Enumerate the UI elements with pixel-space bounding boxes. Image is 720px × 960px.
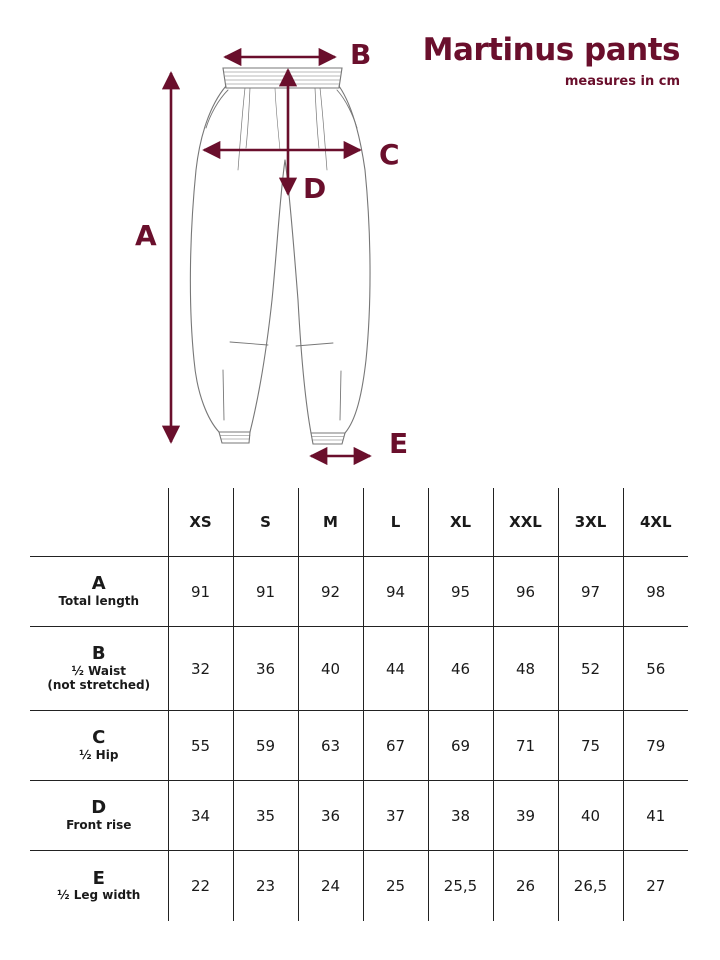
label-e: E — [389, 427, 409, 460]
row-header — [30, 627, 168, 711]
size-header-row — [30, 488, 688, 557]
row-header — [30, 557, 168, 627]
size-header: M — [298, 488, 363, 557]
table-row — [30, 711, 688, 781]
table-row — [30, 627, 688, 711]
size-header: L — [363, 488, 428, 557]
table-cell: 41 — [623, 781, 688, 851]
row-label: ½ Waist — [71, 664, 126, 679]
table-cell: 52 — [558, 627, 623, 711]
size-header: XL — [428, 488, 493, 557]
table-cell: 23 — [233, 851, 298, 921]
row-label: ½ Hip — [79, 747, 119, 762]
table-cell: 26,5 — [558, 851, 623, 921]
table-cell: 40 — [298, 627, 363, 711]
row-letter: E — [92, 867, 105, 889]
label-b: B — [350, 38, 372, 71]
table-cell: 95 — [428, 557, 493, 627]
table-cell: 22 — [168, 851, 233, 921]
row-label: Front rise — [66, 817, 132, 832]
corner-cell — [30, 488, 168, 557]
row-letter: D — [91, 797, 107, 819]
table-cell: 36 — [233, 627, 298, 711]
table-cell: 48 — [493, 627, 558, 711]
page-subtitle: measures in cm — [564, 74, 680, 89]
table-cell: 67 — [363, 711, 428, 781]
table-cell: 24 — [298, 851, 363, 921]
table-cell: 91 — [233, 557, 298, 627]
page-title: Martinus pants — [422, 32, 680, 68]
size-header: 4XL — [623, 488, 688, 557]
row-letter: A — [91, 573, 106, 595]
size-header: XXL — [493, 488, 558, 557]
row-header — [30, 781, 168, 851]
size-header: XS — [168, 488, 233, 557]
table-cell: 34 — [168, 781, 233, 851]
table-cell: 37 — [363, 781, 428, 851]
table-cell: 71 — [493, 711, 558, 781]
row-letter: C — [92, 727, 106, 749]
table-cell: 36 — [298, 781, 363, 851]
table-cell: 56 — [623, 627, 688, 711]
table-cell: 91 — [168, 557, 233, 627]
table-cell: 38 — [428, 781, 493, 851]
size-header: 3XL — [558, 488, 623, 557]
table-cell: 96 — [493, 557, 558, 627]
table-cell: 25 — [363, 851, 428, 921]
row-header — [30, 851, 168, 921]
table-cell: 92 — [298, 557, 363, 627]
table-cell: 44 — [363, 627, 428, 711]
table-cell: 98 — [623, 557, 688, 627]
row-letter: B — [91, 643, 106, 665]
size-header: S — [233, 488, 298, 557]
table-cell: 27 — [623, 851, 688, 921]
table-cell: 39 — [493, 781, 558, 851]
table-cell: 35 — [233, 781, 298, 851]
table-cell: 55 — [168, 711, 233, 781]
table-cell: 25,5 — [428, 851, 493, 921]
label-d: D — [303, 172, 327, 205]
row-label: ½ Leg width — [57, 888, 141, 903]
label-c: C — [379, 138, 400, 171]
row-header — [30, 711, 168, 781]
table-cell: 97 — [558, 557, 623, 627]
table-row — [30, 851, 688, 921]
table-cell: 79 — [623, 711, 688, 781]
table-cell: 75 — [558, 711, 623, 781]
table-cell: 40 — [558, 781, 623, 851]
table-cell: 63 — [298, 711, 363, 781]
size-table — [30, 488, 688, 921]
table-row — [30, 781, 688, 851]
table-row — [30, 557, 688, 627]
table-cell: 32 — [168, 627, 233, 711]
pants-outline — [190, 68, 370, 444]
row-label: Total length — [58, 593, 140, 608]
label-a: A — [135, 219, 157, 252]
table-cell: 26 — [493, 851, 558, 921]
row-label-note: (not stretched) — [47, 677, 151, 692]
table-cell: 94 — [363, 557, 428, 627]
table-cell: 69 — [428, 711, 493, 781]
table-cell: 59 — [233, 711, 298, 781]
table-cell: 46 — [428, 627, 493, 711]
